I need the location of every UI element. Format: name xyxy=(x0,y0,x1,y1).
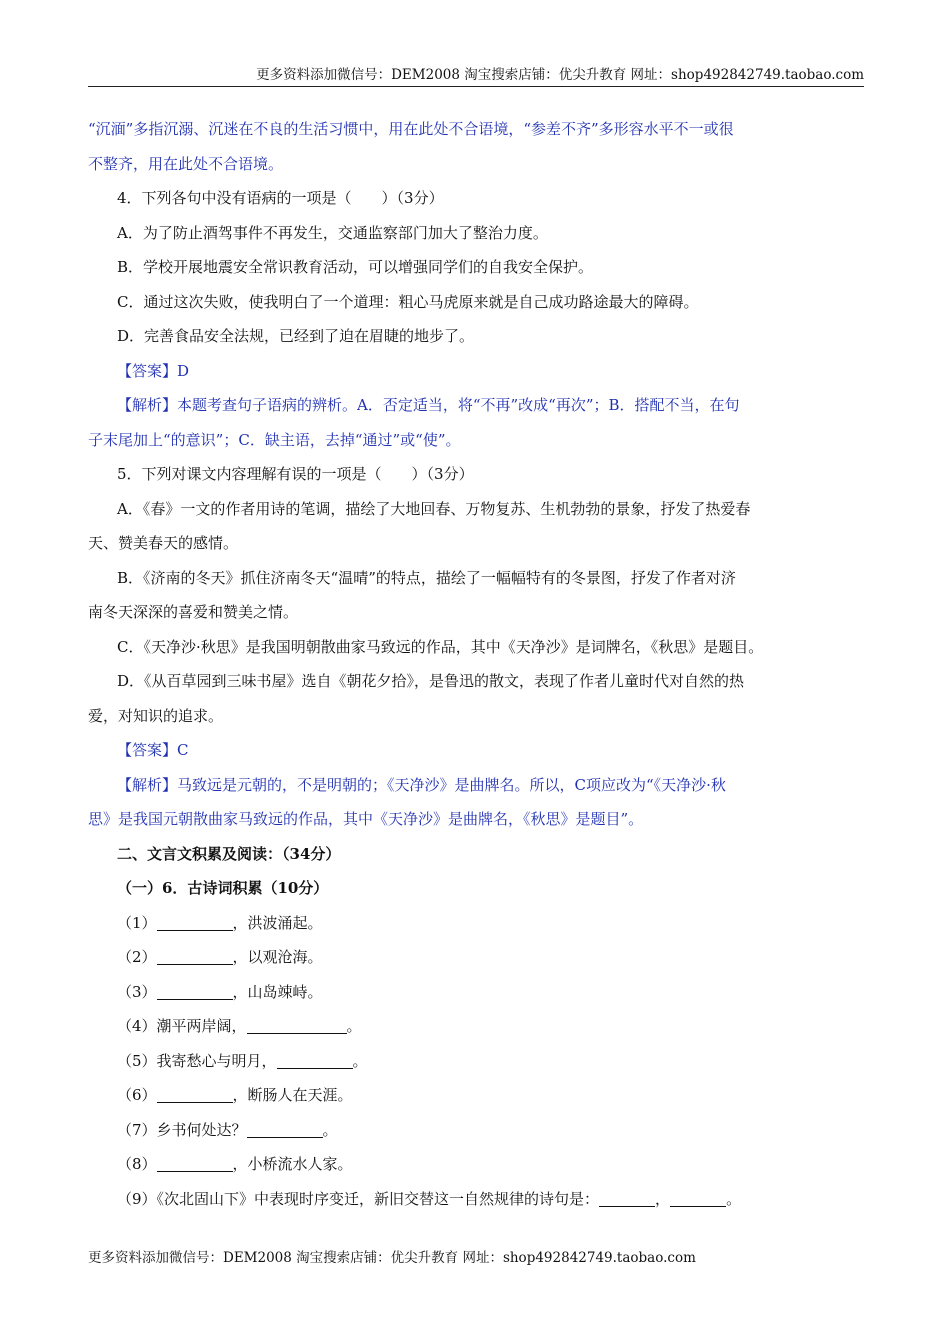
fill-item-1 xyxy=(88,906,852,941)
page-footer: 更多资料添加微信号：DEM2008 淘宝搜索店铺：优尖升教育 网址：shop492842749.taobao.com xyxy=(88,1250,696,1266)
fill-item-9 xyxy=(88,1182,852,1217)
question-5-stem: 5．下列对课文内容理解有误的一项是（ ）（3分） xyxy=(117,465,474,483)
answer-blank[interactable] xyxy=(157,983,233,1000)
fill-item-6 xyxy=(88,1078,852,1113)
item-prefix: （9）《次北固山下》中表现时序变迁，新旧交替这一自然规律的诗句是： xyxy=(117,1189,600,1208)
fill-item-7 xyxy=(88,1113,852,1148)
fill-item-3 xyxy=(88,975,852,1010)
item-prefix: （5）我寄愁心与明月， xyxy=(117,1051,277,1070)
page-header: 更多资料添加微信号：DEM2008 淘宝搜索店铺：优尖升教育 网址：shop492842749.taobao.com xyxy=(88,64,864,87)
answer-blank[interactable] xyxy=(247,1017,347,1034)
item-suffix: ，小桥流水人家。 xyxy=(232,1155,353,1173)
q4-option-c: C．通过这次失败，使我明白了一个道理：粗心马虎原来就是自己成功路途最大的障碍。 xyxy=(117,292,699,311)
item-prefix: （8） xyxy=(117,1155,157,1173)
prev-explanation-line: “沉湎”多指沉溺、沉迷在不良的生活习惯中，用在此处不合语境，“参差不齐”多形容水平不一或很 xyxy=(88,120,734,138)
document-body xyxy=(88,112,852,1216)
fill-item-5 xyxy=(88,1044,852,1079)
section-2-title: 二、文言文积累及阅读：（34分） xyxy=(117,844,341,863)
q5-answer: 【答案】C xyxy=(117,741,189,759)
q5-option-b-cont: 南冬天深深的喜爱和赞美之情。 xyxy=(88,603,299,621)
item-prefix: （1） xyxy=(117,913,157,932)
item-suffix: 。 xyxy=(352,1051,368,1070)
item-suffix: 。 xyxy=(726,1189,742,1208)
q4-option-b: B．学校开展地震安全常识教育活动，可以增强同学们的自我安全保护。 xyxy=(117,258,594,276)
item-separator: ， xyxy=(655,1189,671,1208)
q4-option-a: A．为了防止酒驾事件不再发生，交通监察部门加大了整治力度。 xyxy=(117,223,548,242)
q5-option-b: B．《济南的冬天》抓住济南冬天“温晴”的特点，描绘了一幅幅特有的冬景图，抒发了作者对济 xyxy=(117,568,736,587)
prev-explanation-line: 不整齐，用在此处不合语境。 xyxy=(88,154,284,173)
answer-blank[interactable] xyxy=(277,1052,353,1069)
q4-explanation: 子末尾加上“的意识”；C．缺主语，去掉“通过”或“使”。 xyxy=(88,430,461,449)
q5-option-d: D．《从百草园到三味书屋》选自《朝花夕拾》，是鲁迅的散文，表现了作者儿童时代对自然的热 xyxy=(117,672,745,690)
question-4-stem: 4．下列各句中没有语病的一项是（ ）（3分） xyxy=(117,189,444,207)
item-prefix: （7）乡书何处达？ xyxy=(117,1120,247,1139)
q5-explanation: 思》是我国元朝散曲家马致远的作品，其中《天净沙》是曲牌名，《秋思》是题目”。 xyxy=(88,810,644,828)
q4-answer: 【答案】D xyxy=(117,361,190,380)
answer-blank[interactable] xyxy=(670,1190,726,1207)
answer-blank[interactable] xyxy=(157,1155,233,1172)
item-prefix: （3） xyxy=(117,982,157,1001)
fill-item-2 xyxy=(88,940,852,975)
item-suffix: ，以观沧海。 xyxy=(232,948,323,966)
q5-option-d-cont: 爱，对知识的追求。 xyxy=(88,706,224,725)
item-suffix: ，洪波涌起。 xyxy=(232,913,323,932)
answer-blank[interactable] xyxy=(157,914,233,931)
q4-option-d: D．完善食品安全法规，已经到了迫在眉睫的地步了。 xyxy=(117,327,475,345)
item-suffix: 。 xyxy=(346,1017,362,1035)
q5-option-c: C．《天净沙·秋思》是我国明朝散曲家马致远的作品，其中《天净沙》是词牌名，《秋思》是题目。 xyxy=(117,637,764,656)
answer-blank[interactable] xyxy=(599,1190,655,1207)
q5-option-a: A．《春》一文的作者用诗的笔调，描绘了大地回春、万物复苏、生机勃勃的景象，抒发了热爱春 xyxy=(117,499,751,518)
item-prefix: （6） xyxy=(117,1086,157,1104)
q4-explanation: 【解析】本题考查句子语病的辨析。A．否定适当，将“不再”改成“再次”；B．搭配不当，在句 xyxy=(117,396,740,414)
answer-blank[interactable] xyxy=(247,1121,323,1138)
item-prefix: （4）潮平两岸阔， xyxy=(117,1017,247,1035)
answer-blank[interactable] xyxy=(157,948,233,965)
fill-item-8 xyxy=(88,1147,852,1182)
section-2-subtitle: （一）6．古诗词积累（10分） xyxy=(117,879,329,897)
item-prefix: （2） xyxy=(117,948,157,966)
item-suffix: ，山岛竦峙。 xyxy=(232,982,323,1001)
q5-option-a-cont: 天、赞美春天的感情。 xyxy=(88,534,239,552)
answer-blank[interactable] xyxy=(157,1086,233,1103)
q5-explanation: 【解析】马致远是元朝的，不是明朝的；《天净沙》是曲牌名。所以，C项应改为“《天净沙·秋 xyxy=(117,775,726,794)
item-suffix: ，断肠人在天涯。 xyxy=(232,1086,353,1104)
fill-item-4 xyxy=(88,1009,852,1044)
item-suffix: 。 xyxy=(322,1120,338,1139)
